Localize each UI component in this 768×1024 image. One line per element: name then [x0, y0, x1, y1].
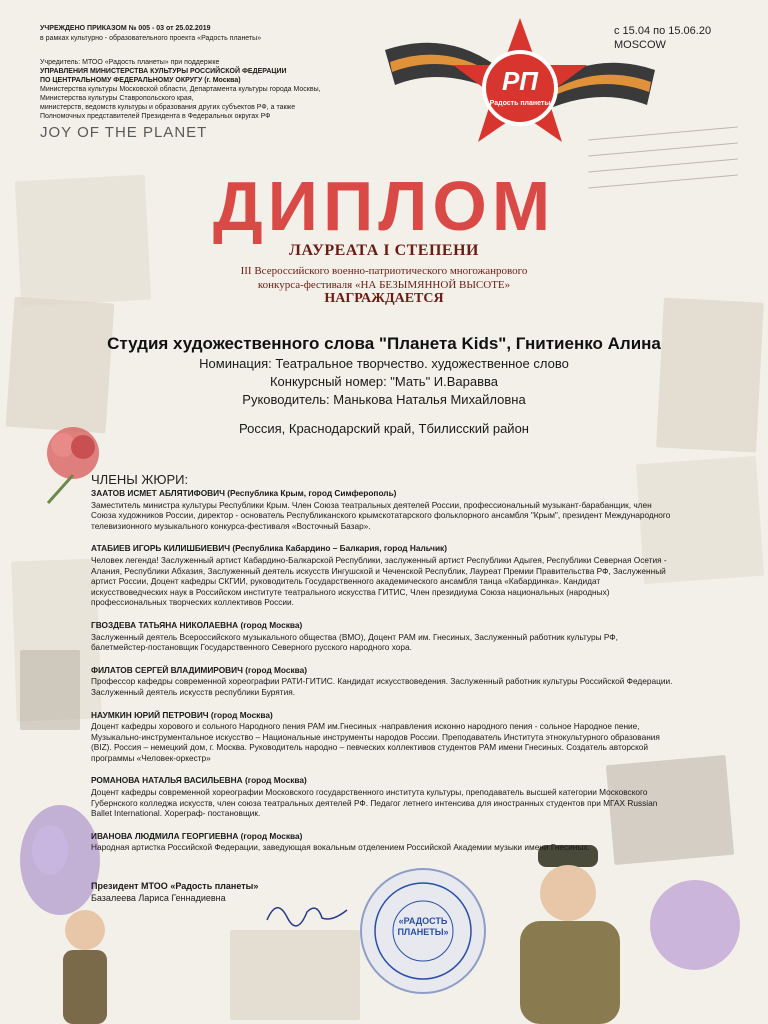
emblem-name: Радость планеты — [489, 100, 551, 107]
president-block — [91, 880, 258, 904]
festival-line: III Всероссийского военно-патриотического многожанрового — [240, 265, 528, 277]
region: Россия, Краснодарский край, Тбилисский район — [239, 421, 529, 436]
president-title: Президент МТОО «Радость планеты» — [91, 881, 259, 891]
jury-member-name: РОМАНОВА НАТАЛЬЯ ВАСИЛЬЕВНА (город Москва) — [91, 775, 307, 786]
jury-member-name: ЗААТОВ ИСМЕТ АБЛЯТИФОВИЧ (Республика Крым, город Симферополь) — [91, 488, 397, 498]
jury-member-name: АТАБИЕВ ИГОРЬ КИЛИШБИЕВИЧ (Республика Кабардино – Балкария, город Нальчик) — [91, 543, 447, 554]
founders-line: Министерства культуры Ставропольского края, — [40, 95, 194, 102]
jury-member — [91, 665, 676, 698]
jury-member-bio: Профессор кафедры современной хореографии РАТИ-ГИТИС. Кандидат искусствоведения. Заслуженный работник культуры Российской Федерации. Заслуженный деятель искусств республики Бурятия. — [91, 676, 673, 697]
jury-member-name: ИВАНОВА ЛЮДМИЛА ГЕОРГИЕВНА (город Москва) — [91, 830, 303, 841]
jury-member-bio: Заслуженный деятель Всероссийского музыкального общества (ВМО), Доцент РАМ им. Гнесиных, Заслуженный работник культуры РФ, балетмейстер-постановщик Государственного Северного русского народного хора. — [91, 631, 618, 653]
founders-line: Полномочных представителей Президента в Федеральных округах РФ — [40, 113, 271, 120]
jury-member — [91, 488, 676, 531]
lilac-flower-right-icon — [640, 870, 750, 980]
jury-member — [91, 620, 676, 653]
nomination: Номинация: Театральное творчество. художественное слово — [199, 356, 569, 371]
jury-member — [91, 775, 676, 818]
official-seal — [358, 866, 488, 996]
founders-info — [40, 58, 360, 121]
jury-member — [91, 543, 676, 608]
order-line: УЧРЕЖДЕНО ПРИКАЗОМ № 005 - 03 от 25.02.2019 — [40, 25, 211, 32]
leader-name: Руководитель: Манькова Наталья Михайловна — [242, 392, 526, 407]
brand-name: JOY OF THE PLANET — [40, 124, 208, 141]
jury-member-bio: Заместитель министра культуры Республики Крым. Член Союза театральных деятелей России, профессиональный музыкант-барабанщик, член Союза художников России, директор - основатель Республиканского крымскотатарского фольклорного ансамбля "Крым", президент Международного телевизионного музыкального конкурса-фестиваля «Восточный Базар». — [91, 499, 671, 531]
diploma-title: ДИПЛОМ — [212, 167, 556, 245]
founders-line: Министерства культуры Московской области, Департамента культуры города Москвы, — [40, 86, 321, 93]
order-info — [40, 24, 360, 44]
emblem-initials: РП — [501, 66, 539, 96]
laureate-degree: ЛАУРЕАТА I СТЕПЕНИ — [289, 242, 479, 259]
jury-member-bio: Народная артистка Российской Федерации, заведующая вокальным отделением Российской Академии музыки имени Гнесиных. — [91, 842, 590, 853]
president-name: Базалеева Лариса Геннадиевна — [91, 893, 226, 903]
vintage-letter-bottom — [230, 930, 360, 1020]
jury-member-name: ГВОЗДЕВА ТАТЬЯНА НИКОЛАЕВНА (город Москва) — [91, 619, 303, 630]
jury-member-bio: Доцент кафедры хорового и сольного Народного пения РАМ им.Гнесиных -направления исконно народного пения - сольное Народное пение, Музыкально-инструментальное искусство – Национальные инструменты народов России. Преподаватель Института этнокультурного образования (BIZ). Россия – немецкий дом, г. Москва. Руководитель народно – певческих коллективов студентов РАМ имени Гнесиных. Создатель авторской программы «Человек-оркестр» — [91, 721, 660, 763]
child-girl-illustration — [55, 900, 115, 1024]
project-line: в рамках культурно - образовательного проекта «Радость планеты» — [40, 35, 262, 42]
jury-member-bio: Доцент кафедры современной хореографии Московского государственного института культуры, преподаватель высшей категории Московского Губернского колледжа искусств, член союза театральных деятелей РФ. Педагог летнего интенсива для иностранных студентов при МГАХ Russian Ballet International. Хореграф- постановщик. — [91, 787, 658, 819]
festival-line: конкурса-фестиваля «НА БЕЗЫМЯННОЙ ВЫСОТЕ» — [257, 279, 511, 291]
entry-number: Конкурсный номер: "Мать" И.Варавва — [269, 374, 499, 389]
founders-line: министерств, ведомств культуры и образования других субъектов РФ, а также — [40, 104, 296, 111]
founders-line: УПРАВЛЕНИЯ МИНИСТЕРСТВА КУЛЬТУРЫ РОССИЙСКОЙ ФЕДЕРАЦИИ — [40, 68, 287, 75]
jury-list — [91, 488, 676, 865]
signature-icon — [262, 892, 352, 932]
founders-label: Учредитель: МТОО «Радость планеты» при поддержке — [40, 59, 220, 66]
date-range: с 15.04 по 15.06.20 — [614, 25, 712, 37]
jury-title: ЧЛЕНЫ ЖЮРИ: — [91, 472, 189, 487]
awarded-label: НАГРАЖДАЕТСЯ — [324, 291, 444, 306]
jury-member-bio: Человек легенда! Заслуженный артист Кабардино-Балкарской Республики, заслуженный артист Республики Адыгея, Республики Северная Осетия - Алания, Республики Абхазия, Заслуженный деятель искусств Ингушской и Чеченской Республик, Лауреат Премии Правительства РФ, Заслуженный артист России, Доцент кафедры СКГИИ, руководитель Государственного академического ансамбля танца «Кабардинка». Кандидат искусствоведческих наук в Российском институте театрального искусства ГИТИС, Член президиума Союза национальных (народных) профессиональных творческих коллективов России. — [91, 554, 667, 608]
child-soldier-illustration — [500, 845, 650, 1024]
city: MOSCOW — [614, 39, 666, 51]
jury-member-name: НАУМКИН ЮРИЙ ПЕТРОВИЧ (город Москва) — [91, 709, 273, 720]
seal-center-text: «РАДОСТЬ ПЛАНЕТЫ» — [397, 916, 449, 937]
jury-member-name: ФИЛАТОВ СЕРГЕЙ ВЛАДИМИРОВИЧ (город Москва) — [91, 664, 308, 675]
jury-member — [91, 831, 676, 853]
festival-emblem — [385, 10, 655, 170]
recipient-name: Студия художественного слова "Планета Kids", Гнитиенко Алина — [107, 334, 661, 353]
festival-name — [0, 264, 768, 292]
founders-line: ПО ЦЕНТРАЛЬНОМУ ФЕДЕРАЛЬНОМУ ОКРУГУ (г. Москва) — [40, 77, 241, 84]
jury-member — [91, 710, 676, 764]
vintage-photo-left — [20, 650, 80, 730]
